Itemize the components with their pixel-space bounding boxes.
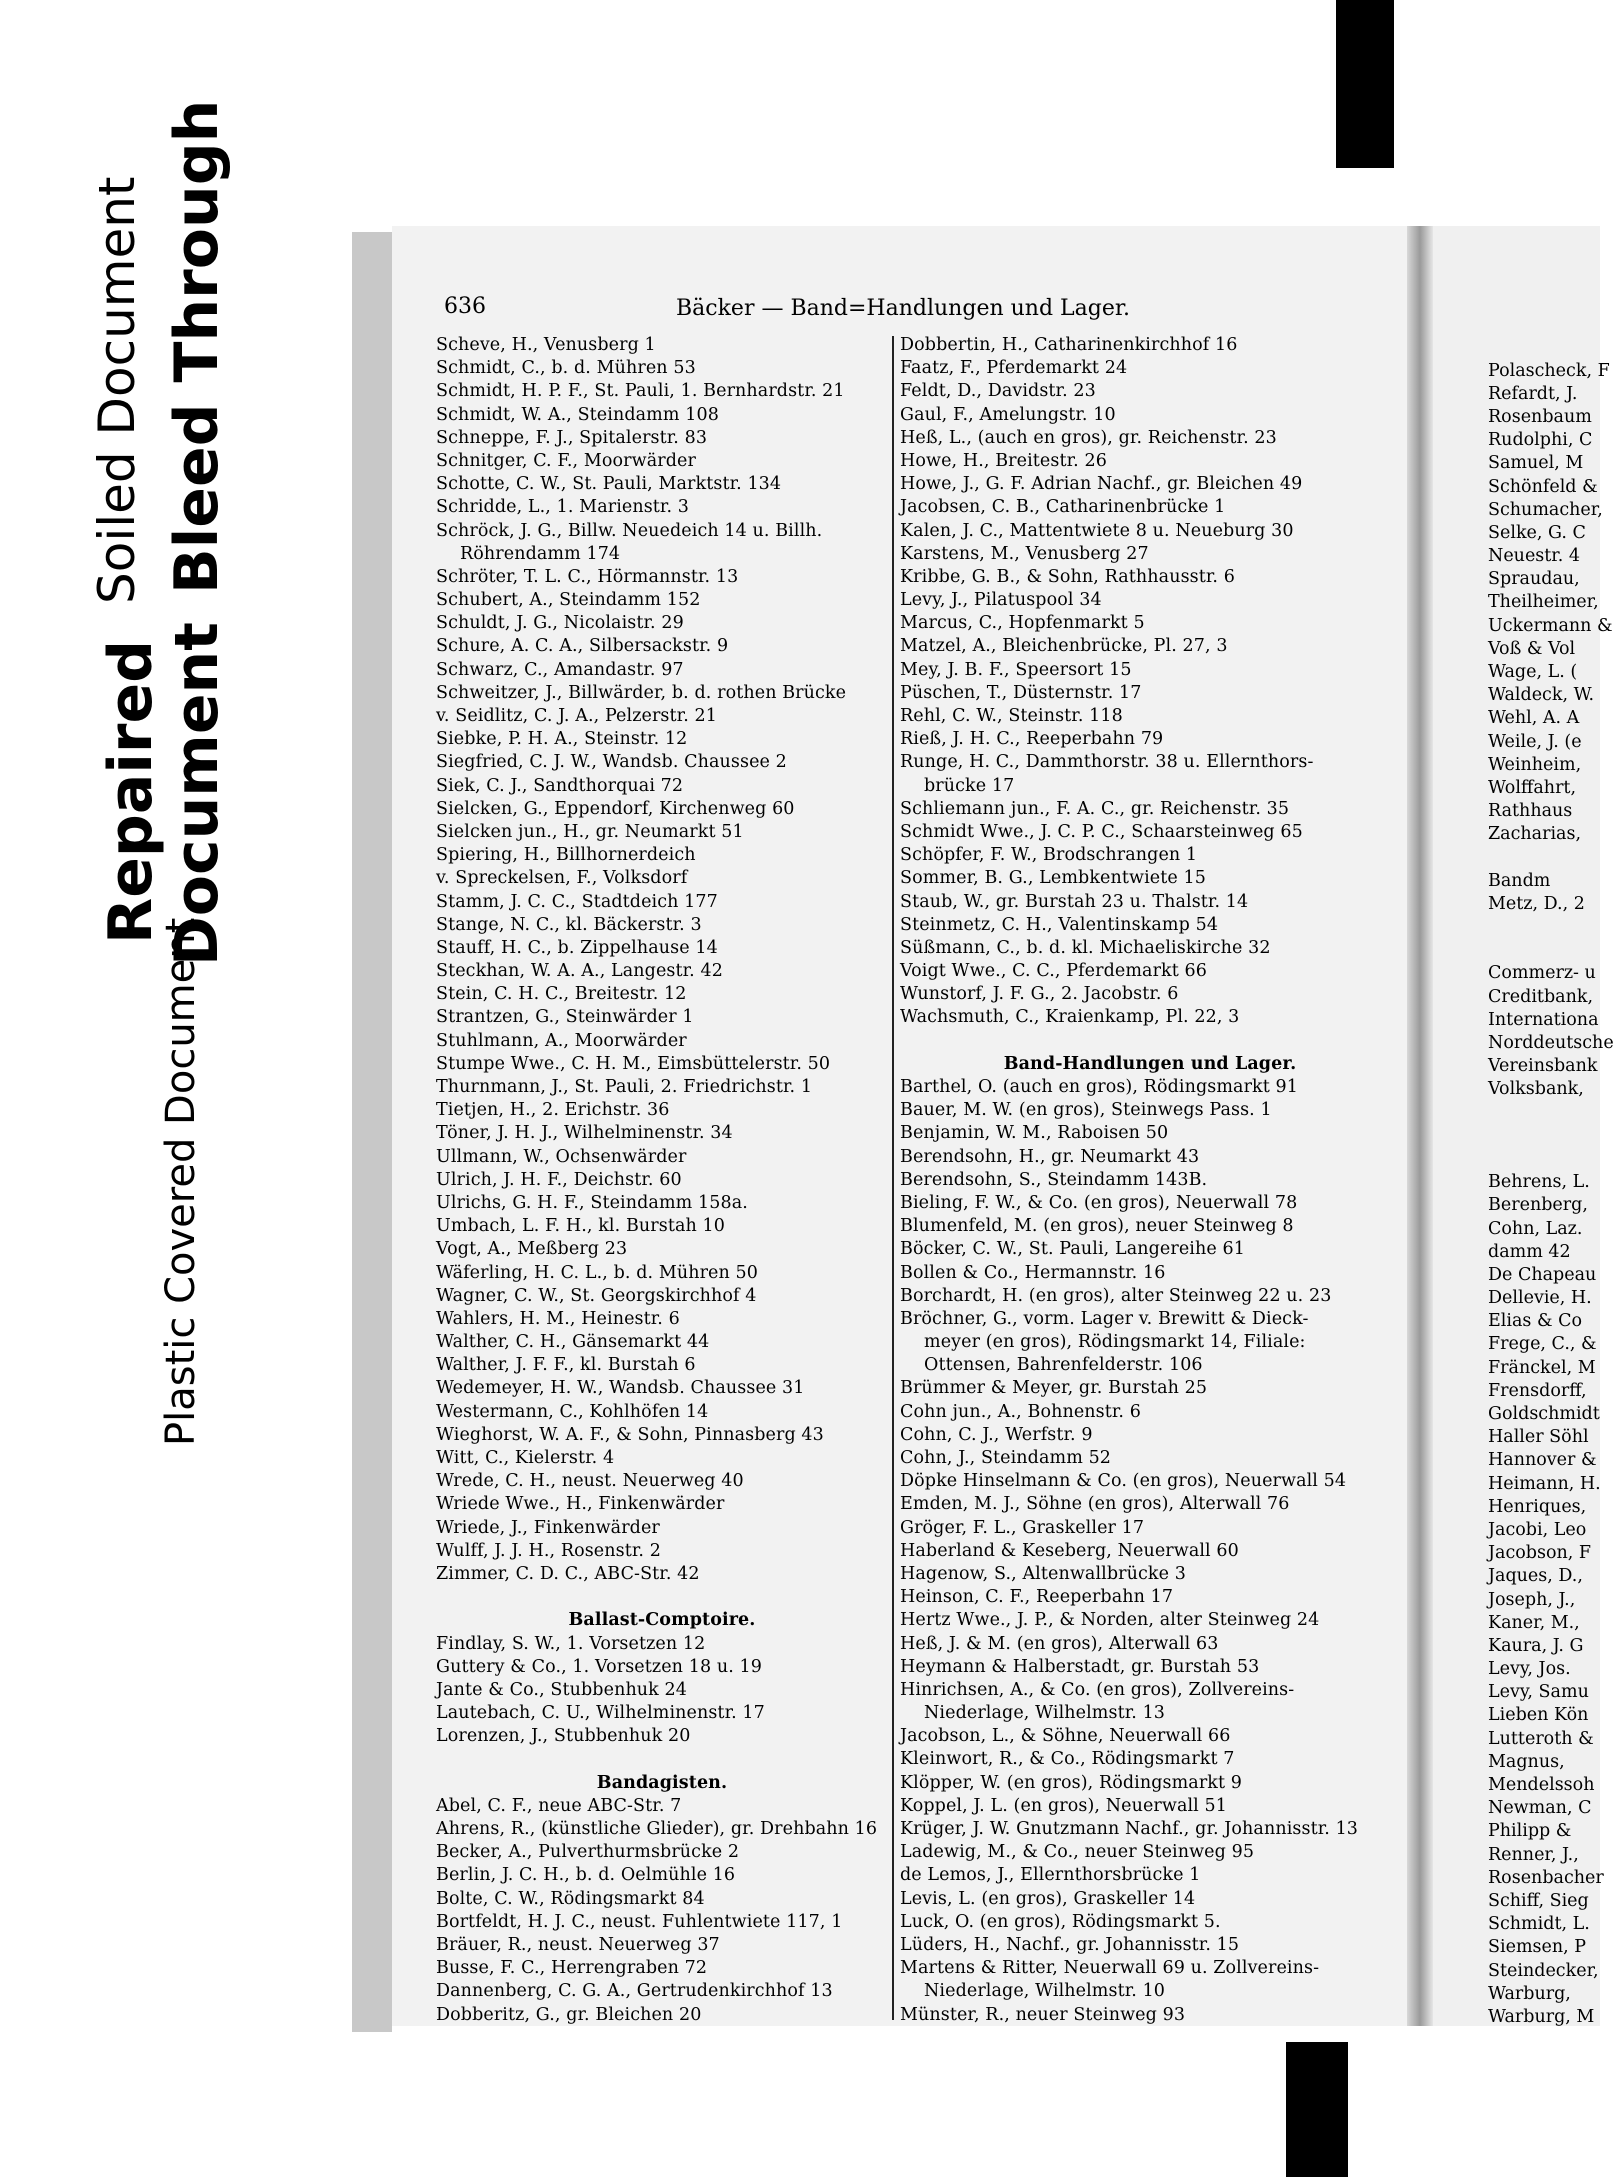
page-gutter bbox=[1407, 226, 1433, 2026]
directory-entry: Gröger, F. L., Graskeller 17 bbox=[900, 1517, 1145, 1538]
directory-entry: Bollen & Co., Hermannstr. 16 bbox=[900, 1262, 1166, 1283]
right-page-entry bbox=[1488, 290, 1600, 313]
repaired-label-line1: Repaired bbox=[96, 639, 166, 944]
directory-entry: Bortfeldt, H. J. C., neust. Fuhlentwiete 117, 1 bbox=[436, 1911, 843, 1932]
directory-entry: Heß, L., (auch en gros), gr. Reichenstr. 23 bbox=[900, 427, 1277, 448]
directory-entry: Wagner, C. W., St. Georgskirchhof 4 bbox=[436, 1285, 757, 1306]
directory-entry: Luck, O. (en gros), Rödingsmarkt 5. bbox=[900, 1911, 1221, 1932]
directory-entry: Sielcken jun., H., gr. Neumarkt 51 bbox=[436, 821, 744, 842]
right-page-entry: Rosenbacher bbox=[1488, 1867, 1604, 1888]
right-page-entry: Schumacher, bbox=[1488, 499, 1603, 520]
directory-entry: Klöpper, W. (en gros), Rödingsmarkt 9 bbox=[900, 1772, 1243, 1793]
directory-entry: Lüders, H., Nachf., gr. Johannisstr. 15 bbox=[900, 1934, 1240, 1955]
right-page-entry: Norddeutsche bbox=[1488, 1033, 1614, 1053]
right-page-entry: Schönfeld & bbox=[1488, 476, 1598, 497]
directory-entry: Howe, H., Breitestr. 26 bbox=[900, 450, 1107, 471]
right-page-entry: Voß & Vol bbox=[1488, 638, 1576, 659]
directory-entry: Dobbertin, H., Catharinenkirchhof 16 bbox=[900, 335, 1238, 355]
directory-entry: Berendsohn, S., Steindamm 143B. bbox=[900, 1169, 1208, 1190]
right-page-entry: Rathhaus bbox=[1488, 801, 1573, 822]
directory-entry: Siegfried, C. J. W., Wandsb. Chaussee 2 bbox=[436, 752, 787, 773]
right-page-entry: Selke, G. C bbox=[1488, 522, 1586, 543]
directory-entry: Becker, A., Pulverthurmsbrücke 2 bbox=[436, 1842, 740, 1863]
directory-entry: Schöpfer, F. W., Brodschrangen 1 bbox=[900, 845, 1198, 866]
bleed-through-label: Bleed Through bbox=[162, 99, 232, 594]
right-page-entry: Joseph, J., bbox=[1488, 1589, 1576, 1610]
right-page-entry: Philipp & bbox=[1488, 1821, 1572, 1842]
directory-entry: Bauer, M. W. (en gros), Steinwegs Pass. 1 bbox=[900, 1100, 1272, 1121]
directory-entry: Lautebach, C. U., Wilhelminenstr. 17 bbox=[436, 1703, 765, 1724]
right-page-entry: Warburg, bbox=[1488, 1983, 1571, 2004]
right-page-entry: Schiff, Sieg bbox=[1488, 1890, 1589, 1911]
directory-entry: Stumpe Wwe., C. H. M., Eimsbüttelerstr. 50 bbox=[436, 1053, 831, 1074]
directory-entry: Stauff, H. C., b. Zippelhause 14 bbox=[436, 937, 718, 958]
directory-entry: Dobberitz, G., gr. Bleichen 20 bbox=[436, 2004, 702, 2025]
directory-entry: meyer (en gros), Rödingsmarkt 14, Filiale: bbox=[924, 1332, 1306, 1353]
directory-entry: Stamm, J. C. C., Stadtdeich 177 bbox=[436, 891, 718, 912]
directory-entry: brücke 17 bbox=[924, 775, 1015, 796]
plastic-covered-label: Plastic Covered Document bbox=[158, 917, 204, 1446]
right-page-entry: Magnus, bbox=[1488, 1751, 1565, 1772]
directory-entry: Schotte, C. W., St. Pauli, Marktstr. 134 bbox=[436, 474, 782, 495]
directory-entry: Wachsmuth, C., Kraienkamp, Pl. 22, 3 bbox=[900, 1007, 1240, 1028]
directory-entry: Heinson, C. F., Reeperbahn 17 bbox=[900, 1587, 1174, 1608]
right-page-entry: Weinheim, bbox=[1488, 754, 1582, 775]
section-heading: Band-Handlungen und Lager. bbox=[1003, 1053, 1297, 1074]
directory-entry: Barthel, O. (auch en gros), Rödingsmarkt 91 bbox=[900, 1077, 1299, 1097]
right-page-entry: Samuel, M bbox=[1488, 453, 1584, 474]
directory-entry: Schmidt, C., b. d. Mühren 53 bbox=[436, 358, 696, 379]
directory-entry: Hertz Wwe., J. P., & Norden, alter Steinweg 24 bbox=[900, 1610, 1320, 1631]
directory-entry: Püschen, T., Düsternstr. 17 bbox=[900, 682, 1142, 703]
right-page-entry: Kaura, J. G bbox=[1488, 1635, 1584, 1656]
repaired-label-line2: Document bbox=[162, 622, 232, 966]
directory-entry: Heymann & Halberstadt, gr. Burstah 53 bbox=[900, 1656, 1260, 1677]
right-page-entry: Wage, L. ( bbox=[1488, 662, 1578, 682]
directory-entry: Schure, A. C. A., Silbersackstr. 9 bbox=[436, 636, 729, 657]
directory-entry: Koppel, J. L. (en gros), Neuerwall 51 bbox=[900, 1795, 1228, 1816]
directory-entry: Böcker, C. W., St. Pauli, Langereihe 61 bbox=[900, 1239, 1245, 1260]
top-black-bar bbox=[1336, 0, 1394, 168]
right-page-entry: Rosenbaum bbox=[1488, 406, 1592, 427]
directory-entry: Voigt Wwe., C. C., Pferdemarkt 66 bbox=[900, 961, 1208, 982]
right-page-entry bbox=[1488, 1148, 1600, 1171]
directory-entry: Wrede, C. H., neust. Neuerweg 40 bbox=[436, 1471, 744, 1492]
right-page-entry: Elias & Co bbox=[1488, 1311, 1583, 1332]
right-page-entry: Jaques, D., bbox=[1488, 1566, 1583, 1587]
directory-entry: Tietjen, H., 2. Erichstr. 36 bbox=[436, 1100, 670, 1121]
right-page-entry: Hannover & bbox=[1488, 1450, 1597, 1471]
right-page-entry: Renner, J., bbox=[1488, 1844, 1579, 1865]
section-heading: Bandagisten. bbox=[596, 1772, 728, 1793]
right-page-entry: Jacobson, F bbox=[1488, 1543, 1592, 1564]
directory-entry: Walther, J. F. F., kl. Burstah 6 bbox=[436, 1355, 696, 1376]
right-page-entry: Henriques, bbox=[1488, 1496, 1587, 1517]
directory-entry: Bolte, C. W., Rödingsmarkt 84 bbox=[436, 1888, 705, 1909]
directory-entry: Heß, J. & M. (en gros), Alterwall 63 bbox=[900, 1633, 1219, 1654]
directory-entry: Cohn, C. J., Werfstr. 9 bbox=[900, 1424, 1093, 1445]
directory-entry: Wriede, J., Finkenwärder bbox=[436, 1517, 660, 1538]
bottom-black-bar bbox=[1286, 2042, 1348, 2177]
directory-entry: Röhrendamm 174 bbox=[460, 543, 621, 564]
directory-entry: Scheve, H., Venusberg 1 bbox=[436, 335, 656, 355]
directory-entry: Bräuer, R., neust. Neuerweg 37 bbox=[436, 1934, 720, 1955]
directory-entry: Töner, J. H. J., Wilhelminenstr. 34 bbox=[436, 1123, 733, 1144]
directory-entry: Levis, L. (en gros), Graskeller 14 bbox=[900, 1888, 1196, 1909]
right-page-entry: Fränckel, M bbox=[1488, 1357, 1596, 1378]
directory-entry: Niederlage, Wilhelmstr. 13 bbox=[924, 1703, 1166, 1724]
directory-entry: Cohn, J., Steindamm 52 bbox=[900, 1448, 1112, 1468]
page-number: 636 bbox=[444, 294, 486, 319]
directory-entry: Matzel, A., Bleichenbrücke, Pl. 27, 3 bbox=[900, 636, 1228, 657]
right-page-entry bbox=[1488, 847, 1600, 870]
right-page-entry: Levy, Samu bbox=[1488, 1682, 1589, 1703]
directory-entry: v. Spreckelsen, F., Volksdorf bbox=[436, 868, 688, 889]
right-page-entry: Commerz- u bbox=[1488, 963, 1596, 984]
spacer bbox=[436, 1748, 888, 1771]
directory-entry: Krüger, J. W. Gnutzmann Nachf., gr. Johannisstr. 13 bbox=[900, 1819, 1359, 1839]
right-page-entry: Newman, C bbox=[1488, 1798, 1592, 1819]
directory-entry: Martens & Ritter, Neuerwall 69 u. Zollvereins- bbox=[900, 1958, 1320, 1979]
right-page-entry: Mendelssoh bbox=[1488, 1775, 1595, 1795]
directory-entry: Sielcken, G., Eppendorf, Kirchenweg 60 bbox=[436, 798, 795, 819]
right-page-entry: Uckermann & bbox=[1488, 615, 1613, 636]
right-page-entry: Schmidt, L. bbox=[1488, 1914, 1590, 1935]
directory-entry: Schmidt, W. A., Steindamm 108 bbox=[436, 404, 719, 425]
directory-entry: Stuhlmann, A., Moorwärder bbox=[436, 1030, 687, 1051]
directory-entry: Hinrichsen, A., & Co. (en gros), Zollvereins- bbox=[900, 1679, 1295, 1700]
directory-entry: Siek, C. J., Sandthorquai 72 bbox=[436, 775, 684, 796]
directory-entry: Bröchner, G., vorm. Lager v. Brewitt & Dieck- bbox=[900, 1308, 1309, 1329]
directory-entry: Stein, C. H. C., Breitestr. 12 bbox=[436, 984, 687, 1005]
directory-entry: Gaul, F., Amelungstr. 10 bbox=[900, 404, 1116, 425]
directory-entry: Niederlage, Wilhelmstr. 10 bbox=[924, 1981, 1166, 2002]
directory-entry: Mey, J. B. F., Speersort 15 bbox=[900, 659, 1132, 680]
directory-entry: Ullmann, W., Ochsenwärder bbox=[436, 1146, 687, 1167]
right-page-entry: Spraudau, bbox=[1488, 569, 1580, 590]
right-page-entry: Dellevie, H. bbox=[1488, 1288, 1592, 1309]
book-edge bbox=[352, 232, 392, 2032]
directory-entry: Schwarz, C., Amandastr. 97 bbox=[436, 659, 684, 680]
right-page-entry: Frensdorff, bbox=[1488, 1380, 1587, 1401]
directory-entry: Spiering, H., Billhornerdeich bbox=[436, 845, 696, 866]
directory-entry: Kleinwort, R., & Co., Rödingsmarkt 7 bbox=[900, 1749, 1235, 1770]
right-page-entry bbox=[1488, 916, 1600, 939]
right-page-entry: Kaner, M., bbox=[1488, 1612, 1580, 1633]
directory-entry: Schnitger, C. F., Moorwärder bbox=[436, 450, 696, 471]
directory-entry: Berendsohn, H., gr. Neumarkt 43 bbox=[900, 1146, 1200, 1167]
right-page-entry: Behrens, L. bbox=[1488, 1172, 1590, 1193]
directory-entry: Ladewig, M., & Co., neuer Steinweg 95 bbox=[900, 1842, 1255, 1863]
directory-entry: Berlin, J. C. H., b. d. Oelmühle 16 bbox=[436, 1865, 736, 1886]
directory-entry: Faatz, F., Pferdemarkt 24 bbox=[900, 358, 1128, 379]
directory-entry: Witt, C., Kielerstr. 4 bbox=[436, 1448, 615, 1468]
directory-entry: Hagenow, S., Altenwallbrücke 3 bbox=[900, 1563, 1186, 1584]
directory-entry: Walther, C. H., Gänsemarkt 44 bbox=[436, 1332, 710, 1353]
directory-entry: de Lemos, J., Ellernthorsbrücke 1 bbox=[900, 1865, 1201, 1886]
right-page-entry: Goldschmidt bbox=[1488, 1404, 1600, 1424]
right-page-entry: Lutteroth & bbox=[1488, 1728, 1594, 1749]
right-page-entry: Refardt, J. bbox=[1488, 383, 1578, 404]
directory-entry: Kalen, J. C., Mattentwiete 8 u. Neueburg 30 bbox=[900, 520, 1294, 541]
right-page-entry: Levy, Jos. bbox=[1488, 1659, 1571, 1680]
directory-entry: Jacobsen, C. B., Catharinenbrücke 1 bbox=[900, 497, 1226, 518]
directory-entry: Wahlers, H. M., Heinestr. 6 bbox=[436, 1308, 680, 1329]
spacer bbox=[436, 1586, 888, 1609]
directory-entry: Lorenzen, J., Stubbenhuk 20 bbox=[436, 1726, 691, 1747]
directory-entry: Haberland & Keseberg, Neuerwall 60 bbox=[900, 1540, 1239, 1561]
directory-entry: Blumenfeld, M. (en gros), neuer Steinweg 8 bbox=[900, 1216, 1294, 1237]
directory-entry: Wäferling, H. C. L., b. d. Mühren 50 bbox=[436, 1262, 759, 1283]
directory-entry: Schneppe, F. J., Spitalerstr. 83 bbox=[436, 427, 708, 448]
directory-entry: Stange, N. C., kl. Bäckerstr. 3 bbox=[436, 914, 702, 935]
directory-entry: Schubert, A., Steindamm 152 bbox=[436, 590, 701, 611]
right-page-entry: Wehl, A. A bbox=[1488, 708, 1580, 729]
right-page-entry: Warburg, M bbox=[1488, 2006, 1595, 2027]
directory-entry: Strantzen, G., Steinwärder 1 bbox=[436, 1007, 694, 1028]
right-page-entry bbox=[1488, 336, 1600, 359]
directory-entry: Münster, R., neuer Steinweg 93 bbox=[900, 2004, 1186, 2025]
right-page-entry: Frege, C., & bbox=[1488, 1334, 1597, 1355]
running-header: Bäcker — Band=Handlungen und Lager. bbox=[676, 296, 1130, 321]
directory-entry: Wriede Wwe., H., Finkenwärder bbox=[436, 1494, 725, 1515]
column-divider bbox=[892, 336, 894, 2020]
directory-entry: Borchardt, H. (en gros), alter Steinweg 22 u. 23 bbox=[900, 1285, 1332, 1306]
directory-entry: Staub, W., gr. Burstah 23 u. Thalstr. 14 bbox=[900, 891, 1249, 912]
directory-entry: Wulff, J. J. H., Rosenstr. 2 bbox=[436, 1540, 661, 1561]
directory-entry: Westermann, C., Kohlhöfen 14 bbox=[436, 1401, 709, 1422]
directory-entry: Benjamin, W. M., Raboisen 50 bbox=[900, 1123, 1169, 1144]
directory-entry: Findlay, S. W., 1. Vorsetzen 12 bbox=[436, 1633, 706, 1654]
right-page-entry: Zacharias, bbox=[1488, 824, 1582, 845]
directory-entry: Sommer, B. G., Lembkentwiete 15 bbox=[900, 868, 1206, 889]
directory-entry: Süßmann, C., b. d. kl. Michaeliskirche 32 bbox=[900, 937, 1271, 958]
right-page-entry: Jacobi, Leo bbox=[1488, 1519, 1587, 1540]
directory-entry: Emden, M. J., Söhne (en gros), Alterwall 76 bbox=[900, 1494, 1290, 1515]
directory-entry: Steckhan, W. A. A., Langestr. 42 bbox=[436, 961, 723, 982]
directory-entry: Bieling, F. W., & Co. (en gros), Neuerwall 78 bbox=[900, 1192, 1298, 1213]
right-page-entry: Theilheimer, bbox=[1488, 592, 1599, 613]
right-page-entry: Steindecker, bbox=[1488, 1960, 1599, 1981]
right-page-entry: Polascheck, F bbox=[1488, 360, 1610, 381]
right-page-entry: damm 42 bbox=[1488, 1241, 1571, 1262]
directory-entry: Busse, F. C., Herrengraben 72 bbox=[436, 1958, 708, 1979]
directory-entry: Wunstorf, J. F. G., 2. Jacobstr. 6 bbox=[900, 984, 1179, 1005]
directory-entry: Marcus, C., Hopfenmarkt 5 bbox=[900, 613, 1145, 634]
right-page-entry: Haller Söhl bbox=[1488, 1427, 1589, 1448]
directory-entry: Döpke Hinselmann & Co. (en gros), Neuerwall 54 bbox=[900, 1471, 1347, 1492]
left-column bbox=[436, 334, 888, 2027]
directory-entry: Karstens, M., Venusberg 27 bbox=[900, 543, 1149, 564]
directory-entry: Ahrens, R., (künstliche Glieder), gr. Drehbahn 16 bbox=[436, 1819, 878, 1839]
directory-entry: Ottensen, Bahrenfelderstr. 106 bbox=[924, 1355, 1203, 1376]
directory-entry: Zimmer, C. D. C., ABC-Str. 42 bbox=[436, 1563, 700, 1584]
directory-entry: Abel, C. F., neue ABC-Str. 7 bbox=[436, 1795, 682, 1816]
directory-entry: Schmidt Wwe., J. C. P. C., Schaarsteinweg 65 bbox=[900, 821, 1303, 842]
directory-entry: Wieghorst, W. A. F., & Sohn, Pinnasberg 43 bbox=[436, 1424, 824, 1445]
directory-entry: Dannenberg, C. G. A., Gertrudenkirchhof 13 bbox=[436, 1981, 833, 2002]
directory-entry: Levy, J., Pilatuspool 34 bbox=[900, 590, 1102, 611]
right-page-entry: Siemsen, P bbox=[1488, 1937, 1587, 1958]
directory-entry: Schröter, T. L. C., Hörmannstr. 13 bbox=[436, 566, 739, 587]
directory-entry: Schliemann jun., F. A. C., gr. Reichenstr. 35 bbox=[900, 798, 1290, 819]
directory-entry: Ulrichs, G. H. F., Steindamm 158a. bbox=[436, 1192, 748, 1213]
directory-entry: Schuldt, J. G., Nicolaistr. 29 bbox=[436, 613, 684, 634]
right-page-entry: Heimann, H. bbox=[1488, 1473, 1601, 1494]
right-page-entry: Creditbank, bbox=[1488, 986, 1594, 1007]
directory-entry: Howe, J., G. F. Adrian Nachf., gr. Bleichen 49 bbox=[900, 474, 1303, 495]
directory-entry: Wedemeyer, H. W., Wandsb. Chaussee 31 bbox=[436, 1378, 805, 1399]
right-page-entry: Berenberg, bbox=[1488, 1195, 1588, 1216]
right-page-entry: Lieben Kön bbox=[1488, 1705, 1589, 1726]
directory-entry: Steinmetz, C. H., Valentinskamp 54 bbox=[900, 914, 1219, 935]
right-page-entry: Wolffahrt, bbox=[1488, 777, 1577, 798]
directory-entry: Feldt, D., Davidstr. 23 bbox=[900, 381, 1096, 402]
directory-entry: Cohn jun., A., Bohnenstr. 6 bbox=[900, 1401, 1141, 1422]
right-page-entry: Vereinsbank bbox=[1488, 1056, 1598, 1077]
directory-entry: Schridde, L., 1. Marienstr. 3 bbox=[436, 497, 690, 518]
directory-entry: Kribbe, G. B., & Sohn, Rathhausstr. 6 bbox=[900, 566, 1235, 587]
directory-entry: Schmidt, H. P. F., St. Pauli, 1. Bernhardstr. 21 bbox=[436, 381, 845, 402]
right-page-entry bbox=[1488, 313, 1600, 336]
directory-entry: v. Seidlitz, C. J. A., Pelzerstr. 21 bbox=[436, 706, 717, 726]
right-page-entry: Volksbank, bbox=[1488, 1079, 1584, 1100]
directory-entry: Vogt, A., Meßberg 23 bbox=[436, 1239, 628, 1260]
right-page-entry: Cohn, Laz. bbox=[1488, 1218, 1583, 1239]
directory-entry: Umbach, L. F. H., kl. Burstah 10 bbox=[436, 1216, 725, 1237]
middle-column bbox=[900, 334, 1400, 2027]
directory-entry: Brümmer & Meyer, gr. Burstah 25 bbox=[900, 1378, 1208, 1399]
right-page-entry: Waldeck, W. bbox=[1488, 685, 1595, 706]
right-page-entry bbox=[1488, 939, 1600, 962]
directory-entry: Ulrich, J. H. F., Deichstr. 60 bbox=[436, 1169, 682, 1190]
right-page-entry: Rudolphi, C bbox=[1488, 430, 1593, 451]
right-page-column bbox=[1488, 290, 1614, 2029]
right-page-entry: Internationa bbox=[1488, 1009, 1599, 1030]
right-page-entry: Neuestr. 4 bbox=[1488, 546, 1581, 567]
right-page-entry: Bandm bbox=[1488, 870, 1551, 891]
directory-entry: Runge, H. C., Dammthorstr. 38 u. Ellernthors- bbox=[900, 752, 1314, 773]
directory-entry: Schröck, J. G., Billw. Neuedeich 14 u. Billh. bbox=[436, 520, 823, 541]
directory-entry: Guttery & Co., 1. Vorsetzen 18 u. 19 bbox=[436, 1656, 762, 1677]
directory-entry: Schweitzer, J., Billwärder, b. d. rothen Brücke bbox=[436, 682, 847, 703]
right-page-entry bbox=[1488, 1125, 1600, 1148]
right-page-entry bbox=[1488, 1102, 1600, 1125]
right-page-entry: Weile, J. (e bbox=[1488, 731, 1582, 752]
directory-entry: Rieß, J. H. C., Reeperbahn 79 bbox=[900, 729, 1164, 750]
spacer bbox=[900, 1030, 1400, 1053]
directory-entry: Siebke, P. H. A., Steinstr. 12 bbox=[436, 729, 688, 750]
directory-entry: Thurnmann, J., St. Pauli, 2. Friedrichstr. 1 bbox=[436, 1077, 813, 1097]
directory-entry: Jante & Co., Stubbenhuk 24 bbox=[436, 1679, 688, 1700]
soiled-document-label: Soiled Document bbox=[88, 176, 146, 604]
right-page-entry: De Chapeau bbox=[1488, 1264, 1597, 1285]
right-page-entry: Metz, D., 2 bbox=[1488, 893, 1585, 914]
directory-entry: Rehl, C. W., Steinstr. 118 bbox=[900, 706, 1123, 726]
section-heading: Ballast-Comptoire. bbox=[568, 1610, 756, 1631]
directory-entry: Jacobson, L., & Söhne, Neuerwall 66 bbox=[900, 1726, 1231, 1747]
